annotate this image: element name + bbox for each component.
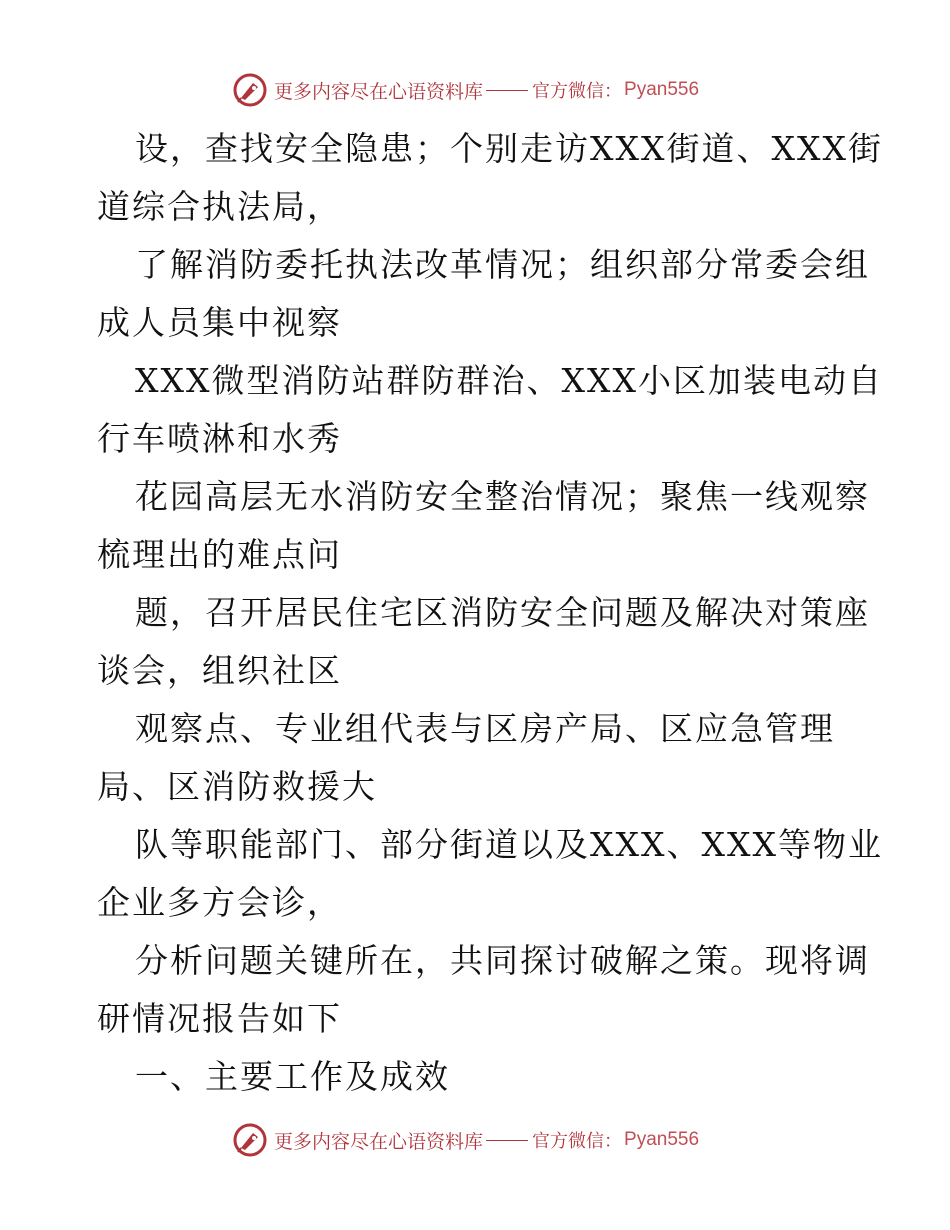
text-line: 行车喷淋和水秀 — [97, 419, 342, 458]
document-body — [97, 120, 883, 1106]
text-line: XXX微型消防站群防群治、XXX小区加装电动自 — [135, 361, 883, 400]
text-line: 梳理出的难点问 — [97, 535, 342, 574]
banner-wechat-label: 官方微信： — [532, 1131, 623, 1152]
text-line: 成人员集中视察 — [97, 303, 342, 342]
section-heading: 一、主要工作及成效 — [135, 1057, 450, 1096]
text-line: 了解消防委托执法改革情况；组织部分常委会组 — [135, 245, 870, 284]
text-line: 设，查找安全隐患；个别走访XXX街道、XXX街 — [135, 129, 883, 168]
banner-wechat-id: Pyan556 — [624, 79, 700, 100]
pen-nib-circle-icon — [232, 1122, 268, 1158]
text-line: 企业多方会诊， — [97, 883, 342, 922]
text-line: 道综合执法局， — [97, 187, 342, 226]
header-watermark-banner — [232, 70, 699, 110]
text-line: 花园高层无水消防安全整治情况；聚焦一线观察 — [135, 477, 870, 516]
text-line: 题，召开居民住宅区消防安全问题及解决对策座 — [135, 593, 870, 632]
banner-text: 更多内容尽在心语资料库 — [274, 80, 484, 103]
text-line: 谈会，组织社区 — [97, 651, 342, 690]
pen-nib-circle-icon — [232, 72, 268, 108]
text-line: 局、区消防救援大 — [97, 767, 377, 806]
text-line: 分析问题关键所在，共同探讨破解之策。现将调 — [135, 941, 870, 980]
banner-text: 更多内容尽在心语资料库 — [274, 1130, 484, 1153]
text-line: 队等职能部门、部分街道以及XXX、XXX等物业 — [135, 825, 883, 864]
text-line: 研情况报告如下 — [97, 999, 342, 1038]
footer-watermark-banner — [232, 1120, 699, 1160]
banner-wechat-label: 官方微信： — [532, 81, 623, 102]
text-line: 观察点、专业组代表与区房产局、区应急管理 — [135, 709, 835, 748]
banner-dash — [486, 90, 528, 91]
banner-dash — [486, 1140, 528, 1141]
banner-wechat-id: Pyan556 — [624, 1129, 700, 1150]
